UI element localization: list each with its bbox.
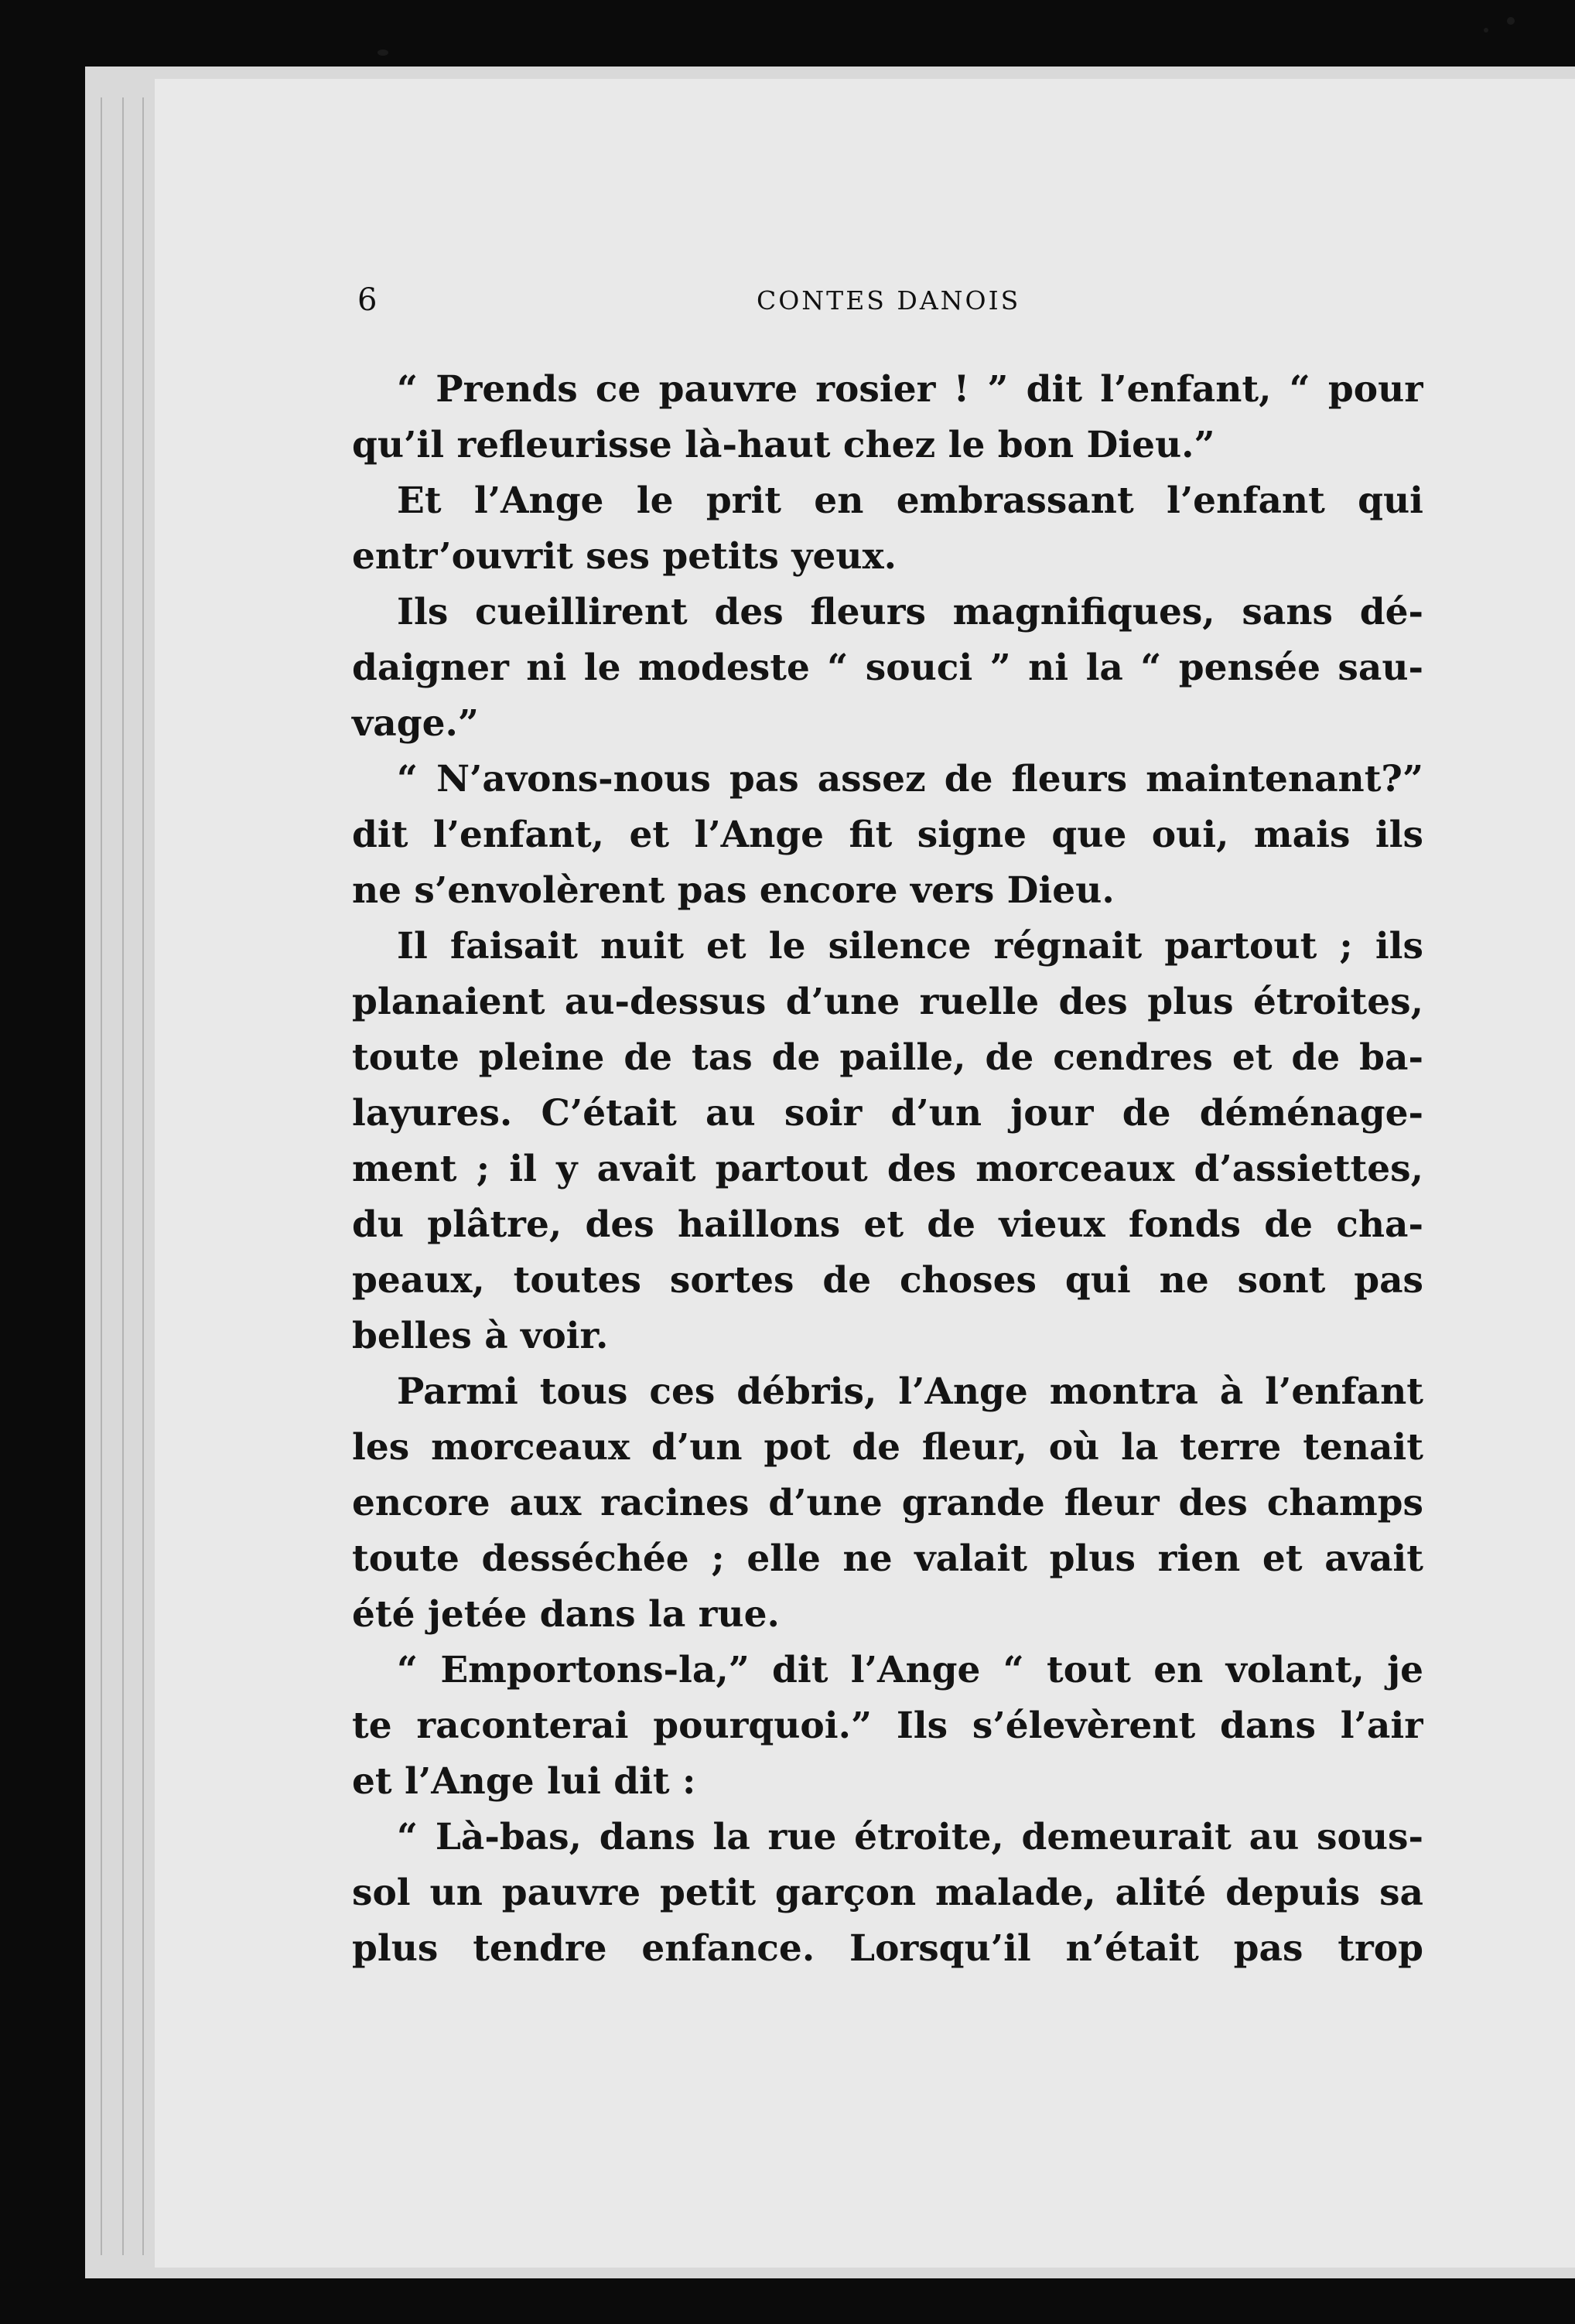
text-line: plus tendre enfance. Lorsqu’il n’était pas trop xyxy=(352,1927,1423,1970)
text-line: Parmi tous ces débris, l’Ange montra à l’enfant xyxy=(397,1370,1423,1413)
page-edge-line xyxy=(142,97,144,2255)
text-line: ment ; il y avait partout des morceaux d’assiettes, xyxy=(352,1148,1423,1190)
text-line: ne s’envolèrent pas encore vers Dieu. xyxy=(352,869,1115,912)
text-line: les morceaux d’un pot de fleur, où la terre tenait xyxy=(352,1426,1423,1469)
text-line: belles à voir. xyxy=(352,1315,609,1357)
text-line: te raconterai pourquoi.” Ils s’élevèrent dans l’air xyxy=(352,1705,1423,1747)
text-line: vage.” xyxy=(352,702,479,745)
scan-speck xyxy=(1507,17,1515,25)
text-line: Il faisait nuit et le silence régnait partout ; ils xyxy=(397,925,1423,967)
scan-speck xyxy=(1484,28,1488,32)
body-text xyxy=(352,362,1423,1977)
text-line: encore aux racines d’une grande fleur des champs xyxy=(352,1482,1423,1524)
text-line: “ Prends ce pauvre rosier ! ” dit l’enfant, “ pour xyxy=(397,368,1423,411)
text-line: layures. C’était au soir d’un jour de déménage- xyxy=(352,1092,1423,1135)
text-line: “ Là-bas, dans la rue étroite, demeurait au sous- xyxy=(397,1816,1423,1858)
text-line: toute pleine de tas de paille, de cendres et de ba- xyxy=(352,1036,1423,1079)
text-line: entr’ouvrit ses petits yeux. xyxy=(352,535,897,578)
text-line: et l’Ange lui dit : xyxy=(352,1760,696,1803)
text-line: daigner ni le modeste “ souci ” ni la “ pensée sau- xyxy=(352,647,1423,689)
text-line: toute desséchée ; elle ne valait plus rien et avait xyxy=(352,1537,1423,1580)
text-line: Et l’Ange le prit en embrassant l’enfant qui xyxy=(397,479,1423,522)
page-edge-line xyxy=(101,97,102,2255)
page-edge-line xyxy=(122,97,124,2255)
text-line: “ N’avons-nous pas assez de fleurs maintenant?” xyxy=(397,758,1423,800)
text-line: qu’il refleurisse là-haut chez le bon Dieu.” xyxy=(352,424,1215,466)
text-line: sol un pauvre petit garçon malade, alité depuis sa xyxy=(352,1872,1423,1914)
text-line: Ils cueillirent des fleurs magnifiques, sans dé- xyxy=(397,591,1423,633)
text-line: peaux, toutes sortes de choses qui ne sont pas xyxy=(352,1259,1423,1302)
scan-speck xyxy=(378,49,388,56)
text-line: été jetée dans la rue. xyxy=(352,1593,780,1636)
text-line: planaient au-dessus d’une ruelle des plus étroites, xyxy=(352,981,1423,1023)
text-line: du plâtre, des haillons et de vieux fonds de cha- xyxy=(352,1203,1423,1246)
text-line: “ Emportons-la,” dit l’Ange “ tout en volant, je xyxy=(397,1649,1423,1691)
page-number: 6 xyxy=(357,282,378,318)
text-line: dit l’enfant, et l’Ange fit signe que oui, mais ils xyxy=(352,814,1423,856)
running-header xyxy=(0,282,1575,321)
running-title: CONTES DANOIS xyxy=(757,285,1021,316)
